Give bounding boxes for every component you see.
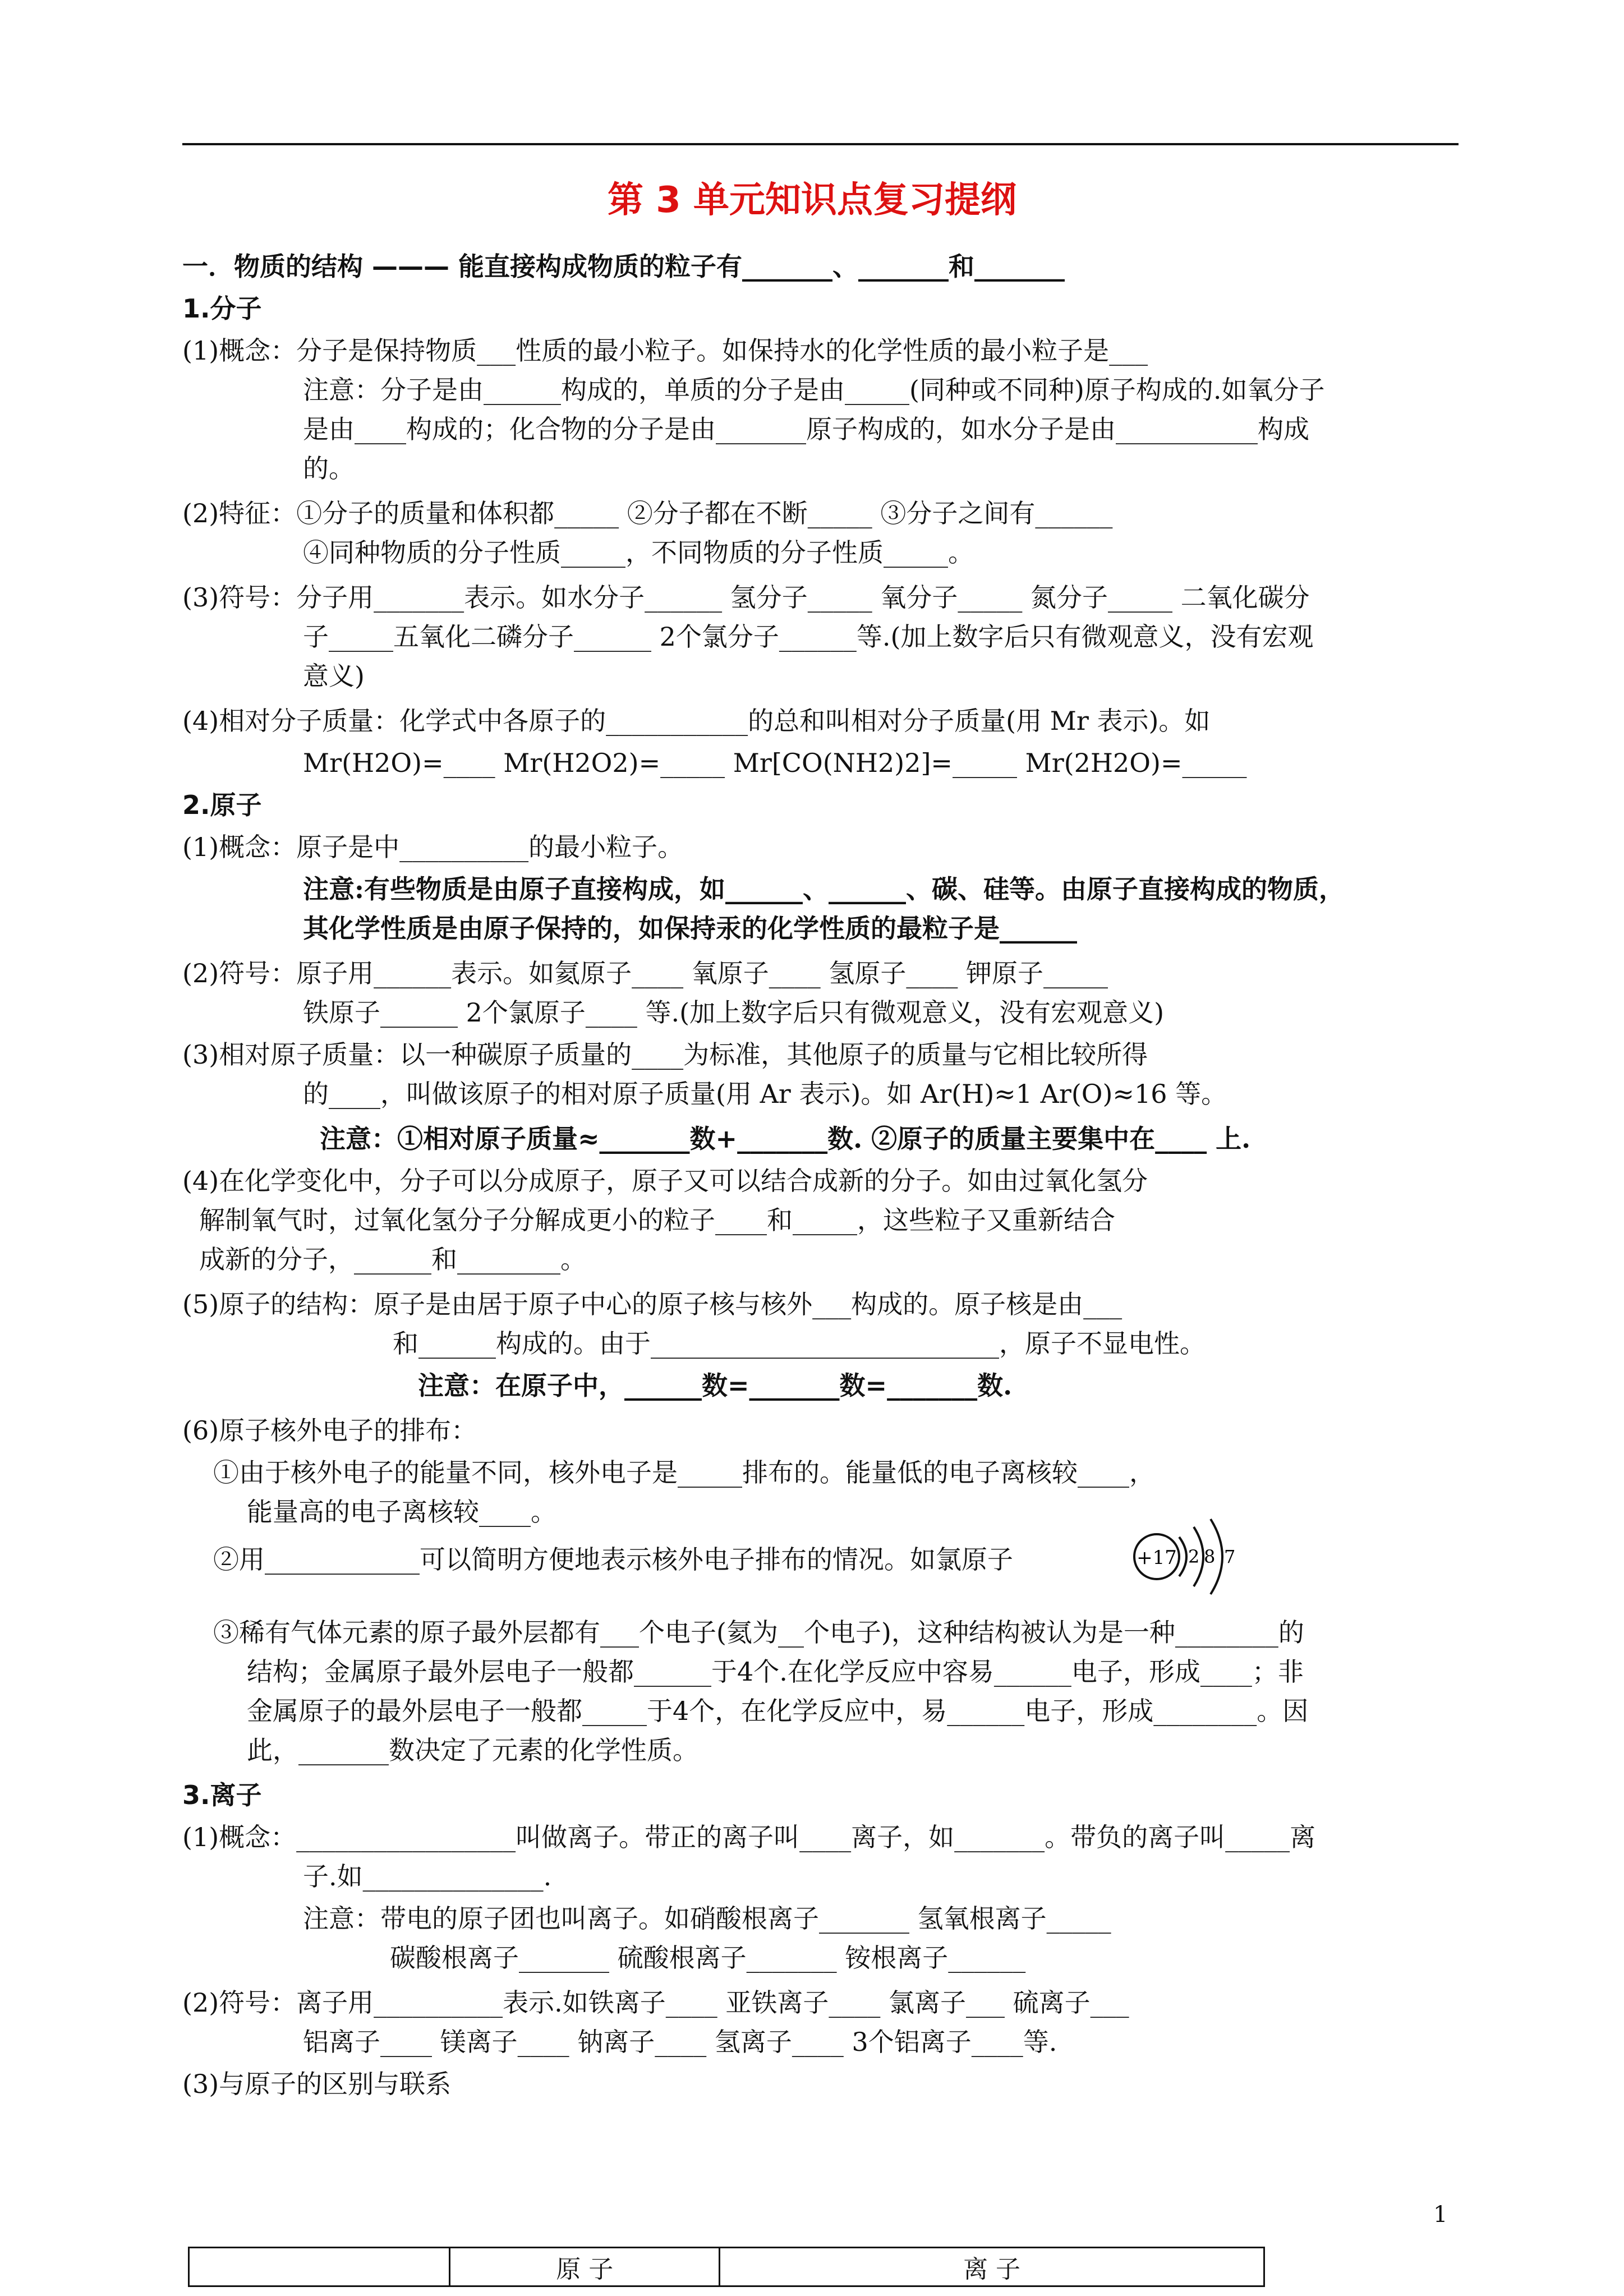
text-line: 的____，叫做该原子的相对原子质量(用 Ar 表示)。如 Ar(H)≈1 Ar(O)≈16 等。	[303, 1079, 1227, 1109]
shell-electrons-2: 8	[1204, 1546, 1216, 1567]
text-line: (4)在化学变化中，分子可以分成原子，原子又可以结合成新的分子。如由过氧化氢分	[182, 1166, 1148, 1196]
page-number: 1	[1433, 2202, 1448, 2228]
text-line: 子_____五氧化二磷分子______ 2个氯分子______等.(加上数字后只有微观意义，没有宏观	[303, 622, 1314, 652]
text-line: (2)符号：原子用______表示。如氦原子____ 氧原子____ 氢原子____ 钾原子_____	[182, 958, 1108, 988]
nucleus-charge: +17	[1137, 1547, 1177, 1569]
text-line: 注意：带电的原子团也叫离子。如硝酸根离子_______ 氢氧根离子_____	[303, 1903, 1111, 1934]
text-line: 铁原子______ 2个氯原子____ 等.(加上数字后只有微观意义，没有宏观意义)	[303, 997, 1165, 1028]
text-line: 结构；金属原子最外层电子一般都______于4个.在化学反应中容易______电子，形成____；非	[247, 1657, 1304, 1687]
chlorine-atom-structure-diagram	[1128, 1515, 1257, 1599]
table-header-cell: 原 子	[450, 2248, 720, 2286]
text-line: Mr(H2O)=____ Mr(H2O2)=_____ Mr[CO(NH2)2]=_____ Mr(2H2O)=_____	[303, 748, 1247, 778]
text-line: (5)原子的结构：原子是由居于原子中心的原子核与核外___构成的。原子核是由___	[182, 1289, 1122, 1319]
text-line: (6)原子核外电子的排布：	[182, 1415, 477, 1446]
subsection-atom: 2.原子	[182, 790, 262, 820]
text-line: 碳酸根离子_______ 硫酸根离子_______ 铵根离子______	[390, 1943, 1026, 1973]
text-line: 注意:有些物质是由原子直接构成，如______、______、碳、硅等。由原子直接构成的物质，	[303, 874, 1345, 904]
text-line: ②用____________可以简明方便地表示核外电子排布的情况。如氯原子	[213, 1544, 1013, 1575]
text-line: 注意：①相对原子质量≈_______数+_______数. ②原子的质量主要集中在____ 上.	[320, 1124, 1251, 1154]
text-line: 金属原子的最外层电子一般都_____于4个，在化学反应中，易______电子，形成________。因	[247, 1696, 1309, 1726]
table-header-cell	[189, 2248, 450, 2286]
text-line: 此，_______数决定了元素的化学性质。	[247, 1735, 698, 1765]
table-header-cell: 离 子	[720, 2248, 1264, 2286]
text-line: 和______构成的。由于___________________________，原子不显电性。	[393, 1328, 1206, 1359]
text-line: 铝离子____ 镁离子____ 钠离子____ 氢离子____ 3个铝离子____等.	[303, 2027, 1057, 2057]
text-line: (2)符号：离子用__________表示.如铁离子____ 亚铁离子____ 氯离子___ 硫离子___	[182, 1987, 1129, 2018]
text-line: (2)特征：①分子的质量和体积都_____ ②分子都在不断_____ ③分子之间有______	[182, 498, 1113, 528]
top-rule	[182, 143, 1459, 145]
text-line: 意义)	[303, 661, 365, 691]
shell-electrons-3: 7	[1224, 1546, 1236, 1567]
text-line: ③稀有气体元素的原子最外层都有___个电子(氦为__个电子)，这种结构被认为是一种________的	[213, 1617, 1304, 1648]
text-line: 子.如______________.	[303, 1861, 552, 1892]
section-1-heading: 一．物质的结构 ——— 能直接构成物质的粒子有_______、_______和_______	[182, 251, 1065, 282]
text-line: (1)概念：分子是保持物质___性质的最小粒子。如保持水的化学性质的最小粒子是___	[182, 335, 1148, 366]
text-line: 是由____构成的；化合物的分子是由_______原子构成的，如水分子是由___________构成	[303, 414, 1309, 444]
text-line: ①由于核外电子的能量不同，核外电子是_____排布的。能量低的电子离核较____，	[213, 1457, 1155, 1488]
text-line: 能量高的电子离核较____。	[247, 1497, 556, 1527]
text-line: 注意：在原子中，______数=_______数=_______数.	[418, 1370, 1013, 1401]
table-row	[189, 2248, 1264, 2286]
text-line: (3)与原子的区别与联系	[182, 2069, 452, 2099]
text-line: 其化学性质是由原子保持的，如保持汞的化学性质的最粒子是______	[303, 913, 1077, 944]
page-title: 第 3 单元知识点复习提纲	[607, 180, 1017, 221]
subsection-ion: 3.离子	[182, 1780, 262, 1810]
text-line: (4)相对分子质量：化学式中各原子的___________的总和叫相对分子质量(用 Mr 表示)。如	[182, 706, 1211, 736]
atom-ion-comparison-table	[188, 2247, 1265, 2287]
text-line: (1)概念：_________________叫做离子。带正的离子叫____离子，如_______。带负的离子叫_____离	[182, 1822, 1316, 1852]
text-line: 的。	[303, 453, 355, 484]
text-line: 解制氧气时，过氧化氢分子分解成更小的粒子____和_____，这些粒子又重新结合	[199, 1205, 1115, 1235]
text-line: (3)符号：分子用_______表示。如水分子______ 氢分子_____ 氧分子_____ 氮分子_____ 二氧化碳分	[182, 582, 1310, 613]
text-line: 成新的分子，______和________。	[199, 1244, 586, 1274]
text-line: 注意：分子是由______构成的，单质的分子是由_____(同种或不同种)原子构成的.如氧分子	[303, 375, 1325, 405]
shell-electrons-1: 2	[1188, 1546, 1200, 1567]
subsection-molecule: 1.分子	[182, 293, 262, 324]
text-line: ④同种物质的分子性质_____，不同物质的分子性质_____。	[303, 537, 974, 568]
text-line: (3)相对原子质量：以一种碳原子质量的____为标准，其他原子的质量与它相比较所得	[182, 1039, 1148, 1070]
text-line: (1)概念：原子是中__________的最小粒子。	[182, 832, 684, 862]
